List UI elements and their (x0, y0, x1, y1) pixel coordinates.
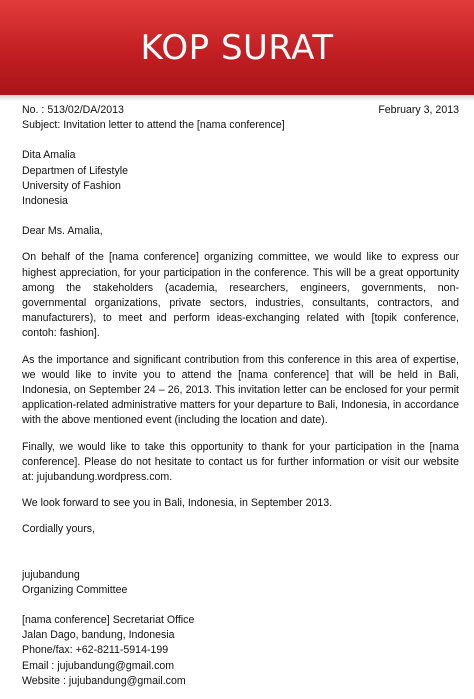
contact-address: Jalan Dago, bandung, Indonesia (22, 629, 175, 642)
letter-body (22, 103, 459, 689)
recipient-name: Dita Amalia (22, 149, 76, 162)
recipient-country: Indonesia (22, 195, 68, 208)
paragraph-1: On behalf of the [nama conference] organizing committee, we would like to express our highest appreciation, for your participation in the conference. This will be a great opportunity among the stakeholders (academia, researchers, engineers, governments, non-governmental organizations, private sectors, industries, consultants, contractors, and manufacturers), to meet and perform ideas-exchanging related with [topik conference, contoh: fashion]. (22, 251, 459, 340)
signer-title: Organizing Committee (22, 583, 128, 596)
recipient-block (22, 148, 459, 209)
letterhead-banner (0, 0, 474, 95)
contact-email: Email : jujubandung@gmail.com (22, 659, 175, 672)
contact-phone: Phone/fax: +62-8211-5914-199 (22, 644, 169, 657)
contact-block (22, 613, 459, 689)
paragraph-2: As the importance and significant contribution from this conference in this area of expertise, we would like to invite you to attend the [nama conference] that will be held in Bali, Indonesia, on September 24 – 26, 2013. This invitation letter can be enclosed for your permit application-related administrative matters for your departure to Bali, Indonesia, in accordance with the above mentioned event (including the location and date). (22, 353, 459, 427)
signature-block (22, 568, 459, 598)
paragraph-3: Finally, we would like to take this opportunity to thank for your participation in the [nama conference]. Please do not hesitate to contact us for further information or visit our website at: jujubandung.wordpress.com. (22, 440, 459, 484)
letter-meta-row (22, 103, 459, 118)
paragraph-4: We look forward to see you in Bali, Indonesia, in September 2013. (22, 497, 333, 510)
recipient-department: Departmen of Lifestyle (22, 164, 128, 177)
letter-number: No. : 513/02/DA/2013 (22, 104, 124, 116)
letterhead-shadow (0, 95, 474, 101)
letter-date: February 3, 2013 (378, 104, 459, 116)
closing: Cordially yours, (22, 523, 96, 536)
signer-name: jujubandung (22, 568, 80, 581)
contact-office: [nama conference] Secretariat Office (22, 614, 195, 627)
salutation: Dear Ms. Amalia, (22, 225, 103, 238)
letterhead-title: KOP SURAT (140, 27, 334, 68)
letter-subject: Subject: Invitation letter to attend the [nama conference] (22, 119, 285, 132)
contact-website: Website : jujubandung@gmail.com (22, 674, 186, 687)
recipient-organization: University of Fashion (22, 179, 121, 192)
